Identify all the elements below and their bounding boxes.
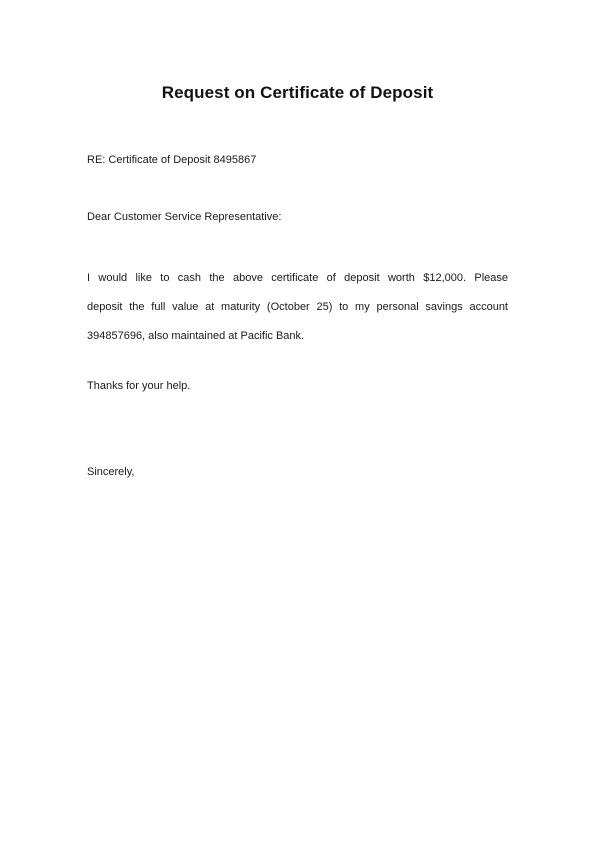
salutation: Dear Customer Service Representative: [87, 211, 282, 223]
body-paragraph [87, 264, 508, 351]
body-line: 394857696, also maintained at Pacific Bank. [87, 330, 305, 342]
body-line: I would like to cash the above certificate of deposit worth $12,000. Please [87, 272, 508, 284]
reference-line: RE: Certificate of Deposit 8495867 [87, 154, 257, 166]
body-line: deposit the full value at maturity (October 25) to my personal savings account [87, 301, 508, 313]
letter-title: Request on Certificate of Deposit [161, 83, 434, 102]
thanks-line: Thanks for your help. [87, 380, 191, 392]
closing-line: Sincerely, [87, 466, 135, 478]
